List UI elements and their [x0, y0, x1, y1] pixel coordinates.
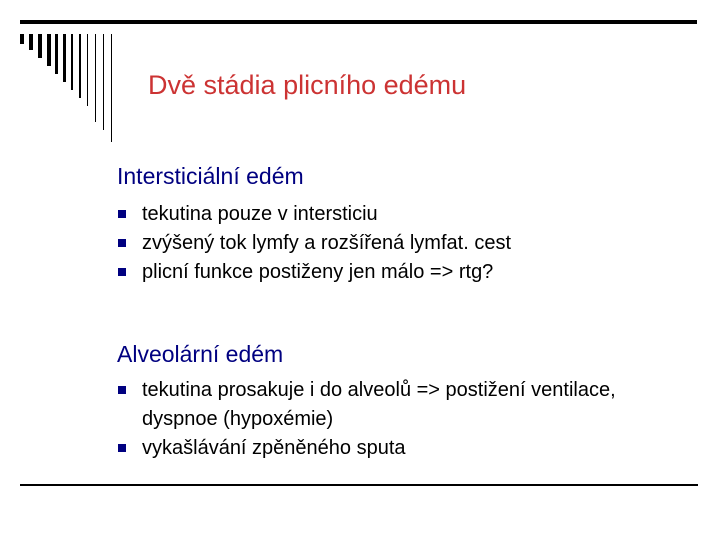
list-item	[117, 434, 677, 463]
bullet-text: plicní funkce postiženy jen málo => rtg?	[142, 261, 494, 283]
section-heading-interstitial: Intersticiální edém	[117, 163, 304, 189]
stripe	[111, 34, 112, 142]
stripe	[79, 34, 81, 98]
square-bullet-icon	[118, 386, 126, 394]
stripe	[38, 34, 42, 58]
bullet-list-alveolar	[117, 376, 677, 463]
stripe	[47, 34, 51, 66]
list-item	[117, 200, 511, 229]
list-item	[117, 376, 677, 434]
bullet-text: tekutina pouze v intersticiu	[142, 203, 378, 225]
section-heading-alveolar: Alveolární edém	[117, 341, 284, 367]
square-bullet-icon	[118, 444, 126, 452]
stripe	[29, 34, 33, 50]
stripe	[63, 34, 66, 82]
top-rule	[20, 20, 697, 24]
bullet-text: zvýšený tok lymfy a rozšířená lymfat. cest	[142, 232, 511, 254]
stripe	[55, 34, 58, 74]
square-bullet-icon	[118, 268, 126, 276]
stripe	[95, 34, 96, 122]
bullet-text: tekutina prosakuje i do alveolů => postižení ventilace, dyspnoe (hypoxémie)	[142, 379, 616, 430]
list-item	[117, 258, 511, 287]
bottom-rule	[20, 484, 698, 486]
list-item	[117, 229, 511, 258]
stripe	[71, 34, 73, 90]
stripe	[20, 34, 24, 44]
bullet-list-interstitial	[117, 200, 511, 287]
square-bullet-icon	[118, 239, 126, 247]
stripe	[103, 34, 104, 130]
bullet-text: vykašlávání zpěněného sputa	[142, 437, 406, 459]
slide-title: Dvě stádia plicního edému	[148, 70, 467, 100]
stripe	[87, 34, 88, 106]
square-bullet-icon	[118, 210, 126, 218]
